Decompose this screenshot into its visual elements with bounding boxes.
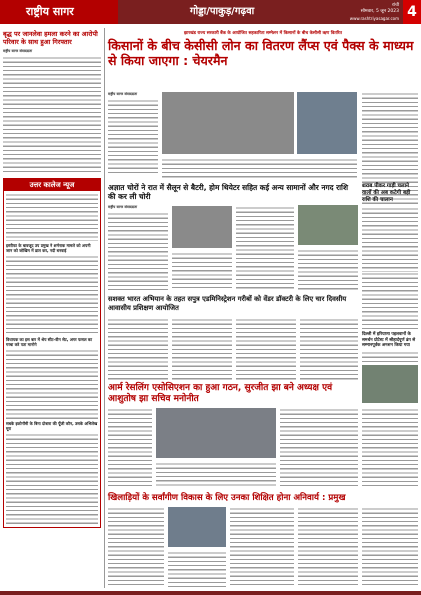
theft-byline: राष्ट्रीय सागर संवाददाता [108, 205, 138, 209]
sports-body-2 [168, 551, 226, 587]
left-box-body [6, 193, 98, 241]
left-box-item-body-3 [6, 433, 98, 525]
wrestling-photo [156, 408, 276, 458]
footer-bar [0, 591, 421, 595]
brand-logo: राष्ट्रीय सागर [0, 0, 118, 24]
lead-photo-2 [297, 92, 357, 154]
liquor-body [362, 207, 418, 282]
lead-body-text-1 [108, 99, 158, 175]
left-column [3, 30, 101, 528]
pm-body-text-3 [236, 318, 296, 380]
theft-body-3 [236, 206, 294, 291]
wrestling-body-1 [108, 408, 152, 488]
left-box-item-headline-2: विधायक का इस बार में श्रेय सीट-वीन सेट, अगर फसल का गरबा करे पता मानोगे [6, 337, 93, 347]
sports-body-text-2 [168, 551, 226, 587]
pm-body-text-2 [172, 318, 232, 380]
pm-body-2 [172, 318, 232, 380]
date: सोमवार, 5 जून 2023 [360, 9, 399, 14]
left-article-body [3, 56, 101, 174]
liquor-photo [298, 205, 358, 245]
sports-body-5 [362, 507, 418, 587]
wrestling-story [108, 383, 358, 405]
pm-body-3 [236, 318, 296, 380]
delhi-body-top [362, 272, 418, 330]
lead-photo [162, 92, 294, 154]
theft-photo [172, 206, 232, 248]
liquor-headline: शराब पीकर गाड़ी चलाने वालों की अब कटेगी बड़ी राशि की चालान [362, 183, 411, 203]
theft-body-1 [108, 205, 168, 292]
wrestling-body-text-3 [280, 408, 358, 488]
pm-body-text-4 [300, 318, 358, 380]
theft-body-text-2 [172, 252, 232, 290]
region-title: गोड्डा/पाकुड़/गढ़वा [190, 6, 255, 17]
lead-story [108, 30, 418, 68]
pm-body-text-1 [108, 318, 168, 380]
left-news-box [3, 178, 101, 528]
lead-body-lower [162, 158, 357, 180]
theft-body-2 [172, 252, 232, 290]
website-url: www.rashtriyasagar.com [349, 16, 399, 21]
sports-body-text-1 [108, 507, 164, 587]
city: रांची [391, 3, 399, 8]
page-number: 4 [403, 0, 421, 24]
liquor-body-text-2 [298, 249, 358, 291]
liquor-story [362, 183, 418, 282]
sports-body-text-5 [362, 507, 418, 587]
sports-body-text-3 [230, 507, 294, 587]
left-top-headline: बृद्ध पर जानलेवा हमला करने का आरोपी परिवार के साथ हुआ गिरफ्तार [3, 30, 98, 46]
left-box-item-body-2 [6, 349, 98, 419]
pm-headline: सशक्त भारत अभियान के तहत सपुत्र एडमिनिस्ट्रेशन गरीबों को वेंडर डॉक्टरी के लिए चार दिवसीय आवासीय प्रशिक्षण आयोजित [108, 295, 347, 312]
wrestling-body-2 [156, 462, 276, 488]
left-byline: राष्ट्रीय सागर संवाददाता [3, 49, 33, 53]
wrestling-body-text [108, 408, 152, 488]
lead-body-text-2 [162, 158, 357, 180]
theft-headline: अज्ञात चोरों ने रात में सैलून से बैटरी, होम थियेटर सहित कई अन्य सामानों और नगद राशि की कर ली चोरी [108, 183, 348, 202]
column-divider [104, 28, 105, 588]
pm-body-1 [108, 318, 168, 380]
sports-body-1 [108, 507, 164, 587]
liquor-body-2 [298, 249, 358, 291]
lead-kicker: झारखंड राज्य सरकारी बैंक के आयोजित सहकारिता सम्मेलन में किसानों के बीच केसीसी ऋण वितरित [184, 31, 342, 36]
sports-story [108, 493, 418, 504]
dateline [361, 3, 399, 15]
wrestling-headline: आर्म रेसलिंग एसोसिएशन का हुआ गठन, सुरजीत झा बने अध्यक्ष एवं आशुतोष झा सचिव मनोनीत [108, 383, 333, 404]
wrestling-body-text-4 [362, 408, 418, 488]
masthead [0, 0, 421, 24]
sports-body-text-4 [298, 507, 358, 587]
left-box-title: उत्तर कालेज न्यूज [4, 179, 100, 191]
left-box-item-body [6, 255, 98, 335]
delhi-headline: दिल्ली में हरियाणा पहलवानों के समर्थन प्रोटेस्ट में सौहार्दपूर्ण ढंग से सम्मानपूर्वक अनशन किया गया [362, 332, 416, 349]
sports-body-3 [230, 507, 294, 587]
theft-story [108, 183, 358, 202]
left-box-item-headline-3: सबके इकोनॉमी के बिना दोबारा की पूँजी कौन, उसके अभिलेख मूरा [6, 421, 98, 431]
lead-body-col-1 [108, 92, 158, 175]
pm-story [108, 295, 358, 312]
sports-photo [168, 507, 226, 547]
pm-body-4 [300, 318, 358, 380]
left-box-item-headline: इस्तीफा के बावजूद उप प्रमुख ने शर्मनाक मामले को अपनी जान को जोखिम में डाल कर, नदी बनवाई [6, 243, 91, 253]
theft-body-text-3 [236, 206, 294, 291]
delhi-photo [362, 365, 418, 403]
lead-headline: किसानों के बीच केसीसी लोन का वितरण लैंप्स एवं पैक्स के माध्यम से किया जाएगा : चेयरमैन [108, 38, 414, 68]
sports-headline: खिलाड़ियों के सर्वांगीण विकास के लिए उनका शिक्षित होना अनिवार्य : प्रमुख [108, 493, 346, 503]
sports-body-4 [298, 507, 358, 587]
lead-byline: राष्ट्रीय सागर संवाददाता [108, 92, 138, 96]
delhi-story [362, 272, 418, 379]
theft-body-text [108, 212, 168, 292]
wrestling-body-3 [280, 408, 358, 488]
wrestling-body-4 [362, 408, 418, 488]
wrestling-body-text-2 [156, 462, 276, 488]
